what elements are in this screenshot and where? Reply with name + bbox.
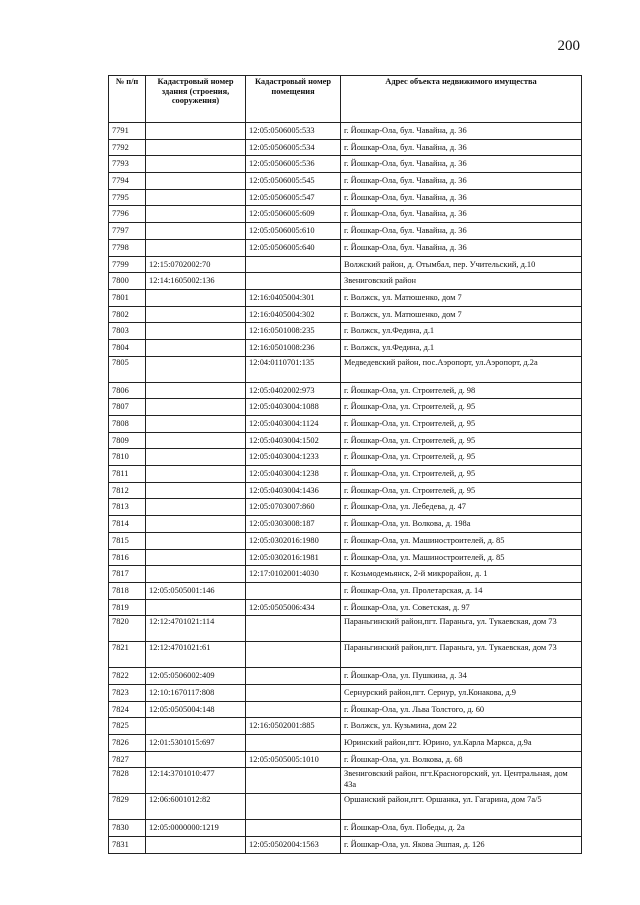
- row-number-cell: 7831: [109, 837, 146, 854]
- building-cadastral-cell: [146, 751, 246, 768]
- table-body: [109, 123, 582, 854]
- building-cadastral-cell: 12:10:1670117:808: [146, 684, 246, 701]
- table-row: [109, 466, 582, 483]
- address-cell: г. Йошкар-Ола, ул. Лебедева, д. 47: [341, 499, 582, 516]
- table-row: [109, 718, 582, 735]
- address-cell: г. Йошкар-Ола, ул. Машиностроителей, д. 85: [341, 549, 582, 566]
- row-number-cell: 7829: [109, 794, 146, 820]
- row-number-cell: 7796: [109, 206, 146, 223]
- table-row: [109, 482, 582, 499]
- address-cell: г. Йошкар-Ола, бул. Чавайна, д. 36: [341, 206, 582, 223]
- row-number-cell: 7818: [109, 582, 146, 599]
- building-cadastral-cell: [146, 339, 246, 356]
- address-cell: г. Йошкар-Ола, ул. Волкова, д. 68: [341, 751, 582, 768]
- address-cell: г. Йошкар-Ола, ул. Волкова, д. 198а: [341, 516, 582, 533]
- row-number-cell: 7823: [109, 684, 146, 701]
- row-number-cell: 7827: [109, 751, 146, 768]
- address-cell: г. Волжск, ул. Кузьмина, дом 22: [341, 718, 582, 735]
- address-cell: г. Йошкар-Ола, ул. Строителей, д. 95: [341, 399, 582, 416]
- address-cell: г. Йошкар-Ола, ул. Якова Эшпая, д. 126: [341, 837, 582, 854]
- row-number-cell: 7809: [109, 432, 146, 449]
- table-row: [109, 156, 582, 173]
- table-row: [109, 751, 582, 768]
- table-row: [109, 668, 582, 685]
- building-cadastral-cell: 12:05:0506002:409: [146, 668, 246, 685]
- premises-cadastral-cell: 12:05:0303008:187: [246, 516, 341, 533]
- row-number-cell: 7821: [109, 642, 146, 668]
- address-cell: г. Йошкар-Ола, бул. Чавайна, д. 36: [341, 156, 582, 173]
- table-row: [109, 223, 582, 240]
- row-number-cell: 7820: [109, 616, 146, 642]
- table-row: [109, 256, 582, 273]
- row-number-cell: 7814: [109, 516, 146, 533]
- row-number-cell: 7815: [109, 532, 146, 549]
- address-cell: г. Йошкар-Ола, бул. Чавайна, д. 36: [341, 123, 582, 140]
- building-cadastral-cell: [146, 482, 246, 499]
- premises-cadastral-cell: [246, 701, 341, 718]
- table-row: [109, 139, 582, 156]
- premises-cadastral-cell: [246, 684, 341, 701]
- building-cadastral-cell: 12:12:4701021:61: [146, 642, 246, 668]
- address-cell: Волжский район, д. Отымбал, пер. Учительский, д.10: [341, 256, 582, 273]
- table-row: [109, 532, 582, 549]
- premises-cadastral-cell: 12:16:0501008:235: [246, 323, 341, 340]
- row-number-cell: 7808: [109, 416, 146, 433]
- row-number-cell: 7817: [109, 566, 146, 583]
- row-number-cell: 7824: [109, 701, 146, 718]
- table-row: [109, 289, 582, 306]
- table-row: [109, 735, 582, 752]
- building-cadastral-cell: [146, 466, 246, 483]
- header-premises-cadastral-number: Кадастровый номер помещения: [246, 76, 341, 123]
- row-number-cell: 7816: [109, 549, 146, 566]
- address-cell: г. Йошкар-Ола, ул. Пролетарская, д. 14: [341, 582, 582, 599]
- building-cadastral-cell: 12:15:0702002:70: [146, 256, 246, 273]
- row-number-cell: 7807: [109, 399, 146, 416]
- premises-cadastral-cell: 12:05:0403004:1436: [246, 482, 341, 499]
- table-row: [109, 123, 582, 140]
- table-row: [109, 339, 582, 356]
- table-row: [109, 416, 582, 433]
- building-cadastral-cell: [146, 189, 246, 206]
- row-number-cell: 7791: [109, 123, 146, 140]
- table-row: [109, 768, 582, 794]
- row-number-cell: 7802: [109, 306, 146, 323]
- row-number-cell: 7811: [109, 466, 146, 483]
- premises-cadastral-cell: [246, 668, 341, 685]
- premises-cadastral-cell: 12:05:0403004:1124: [246, 416, 341, 433]
- table-row: [109, 306, 582, 323]
- table-row: [109, 599, 582, 616]
- row-number-cell: 7810: [109, 449, 146, 466]
- table-row: [109, 616, 582, 642]
- premises-cadastral-cell: [246, 642, 341, 668]
- row-number-cell: 7793: [109, 156, 146, 173]
- premises-cadastral-cell: 12:05:0506005:533: [246, 123, 341, 140]
- row-number-cell: 7799: [109, 256, 146, 273]
- table-row: [109, 173, 582, 190]
- row-number-cell: 7830: [109, 820, 146, 837]
- property-registry-table: [108, 75, 582, 854]
- table-row: [109, 432, 582, 449]
- table-row: [109, 642, 582, 668]
- address-cell: г. Йошкар-Ола, бул. Чавайна, д. 36: [341, 173, 582, 190]
- table-row: [109, 549, 582, 566]
- building-cadastral-cell: [146, 306, 246, 323]
- building-cadastral-cell: [146, 499, 246, 516]
- building-cadastral-cell: [146, 289, 246, 306]
- building-cadastral-cell: [146, 449, 246, 466]
- building-cadastral-cell: 12:14:1605002:136: [146, 273, 246, 290]
- building-cadastral-cell: [146, 206, 246, 223]
- address-cell: г. Йошкар-Ола, ул. Советская, д. 97: [341, 599, 582, 616]
- table-row: [109, 837, 582, 854]
- table-row: [109, 273, 582, 290]
- premises-cadastral-cell: 12:05:0506005:536: [246, 156, 341, 173]
- row-number-cell: 7828: [109, 768, 146, 794]
- row-number-cell: 7819: [109, 599, 146, 616]
- address-cell: г. Волжск, ул. Матюшенко, дом 7: [341, 289, 582, 306]
- table-row: [109, 794, 582, 820]
- table-row: [109, 684, 582, 701]
- premises-cadastral-cell: 12:05:0506005:545: [246, 173, 341, 190]
- address-cell: Параньгинский район,пгт. Параньга, ул. Тукаевская, дом 73: [341, 642, 582, 668]
- address-cell: г. Йошкар-Ола, бул. Победы, д. 2а: [341, 820, 582, 837]
- table-row: [109, 239, 582, 256]
- premises-cadastral-cell: [246, 582, 341, 599]
- premises-cadastral-cell: 12:17:0102001:4030: [246, 566, 341, 583]
- premises-cadastral-cell: 12:04:0110701:135: [246, 356, 341, 382]
- premises-cadastral-cell: 12:05:0505006:434: [246, 599, 341, 616]
- address-cell: Звениговский район: [341, 273, 582, 290]
- premises-cadastral-cell: 12:16:0405004:301: [246, 289, 341, 306]
- table-header-row: [109, 76, 582, 123]
- premises-cadastral-cell: 12:05:0505005:1010: [246, 751, 341, 768]
- address-cell: Параньгинский район,пгт. Параньга, ул. Тукаевская, дом 73: [341, 616, 582, 642]
- building-cadastral-cell: 12:12:4701021:114: [146, 616, 246, 642]
- building-cadastral-cell: [146, 173, 246, 190]
- table-row: [109, 582, 582, 599]
- building-cadastral-cell: [146, 156, 246, 173]
- header-row-number: № п/п: [109, 76, 146, 123]
- building-cadastral-cell: 12:05:0505004:148: [146, 701, 246, 718]
- premises-cadastral-cell: 12:05:0506005:547: [246, 189, 341, 206]
- address-cell: г. Йошкар-Ола, бул. Чавайна, д. 36: [341, 223, 582, 240]
- row-number-cell: 7826: [109, 735, 146, 752]
- table-row: [109, 206, 582, 223]
- premises-cadastral-cell: 12:05:0506005:640: [246, 239, 341, 256]
- address-cell: г. Йошкар-Ола, бул. Чавайна, д. 36: [341, 239, 582, 256]
- premises-cadastral-cell: 12:05:0403004:1502: [246, 432, 341, 449]
- address-cell: г. Козьмодемьянск, 2-й микрорайон, д. 1: [341, 566, 582, 583]
- header-property-address: Адрес объекта недвижимого имущества: [341, 76, 582, 123]
- building-cadastral-cell: [146, 516, 246, 533]
- building-cadastral-cell: [146, 416, 246, 433]
- building-cadastral-cell: [146, 323, 246, 340]
- premises-cadastral-cell: 12:16:0502001:885: [246, 718, 341, 735]
- building-cadastral-cell: 12:01:5301015:697: [146, 735, 246, 752]
- table-row: [109, 820, 582, 837]
- premises-cadastral-cell: [246, 820, 341, 837]
- row-number-cell: 7825: [109, 718, 146, 735]
- building-cadastral-cell: 12:05:0505001:146: [146, 582, 246, 599]
- row-number-cell: 7813: [109, 499, 146, 516]
- row-number-cell: 7804: [109, 339, 146, 356]
- premises-cadastral-cell: [246, 794, 341, 820]
- premises-cadastral-cell: 12:05:0302016:1980: [246, 532, 341, 549]
- address-cell: г. Йошкар-Ола, ул. Льва Толстого, д. 60: [341, 701, 582, 718]
- address-cell: г. Волжск, ул. Матюшенко, дом 7: [341, 306, 582, 323]
- table-row: [109, 566, 582, 583]
- premises-cadastral-cell: 12:05:0403004:1088: [246, 399, 341, 416]
- building-cadastral-cell: 12:06:6001012:82: [146, 794, 246, 820]
- address-cell: г. Йошкар-Ола, бул. Чавайна, д. 36: [341, 189, 582, 206]
- premises-cadastral-cell: 12:05:0403004:1233: [246, 449, 341, 466]
- building-cadastral-cell: [146, 399, 246, 416]
- building-cadastral-cell: 12:05:0000000:1219: [146, 820, 246, 837]
- row-number-cell: 7801: [109, 289, 146, 306]
- address-cell: г. Йошкар-Ола, ул. Пушкина, д. 34: [341, 668, 582, 685]
- building-cadastral-cell: [146, 382, 246, 399]
- building-cadastral-cell: [146, 123, 246, 140]
- premises-cadastral-cell: 12:05:0502004:1563: [246, 837, 341, 854]
- building-cadastral-cell: [146, 837, 246, 854]
- building-cadastral-cell: [146, 139, 246, 156]
- premises-cadastral-cell: 12:05:0506005:609: [246, 206, 341, 223]
- table-row: [109, 189, 582, 206]
- building-cadastral-cell: [146, 532, 246, 549]
- building-cadastral-cell: 12:14:3701010:477: [146, 768, 246, 794]
- address-cell: г. Йошкар-Ола, ул. Машиностроителей, д. 85: [341, 532, 582, 549]
- address-cell: г. Йошкар-Ола, ул. Строителей, д. 95: [341, 466, 582, 483]
- premises-cadastral-cell: 12:05:0506005:534: [246, 139, 341, 156]
- premises-cadastral-cell: [246, 768, 341, 794]
- row-number-cell: 7805: [109, 356, 146, 382]
- address-cell: Медведевский район, пос.Аэропорт, ул.Аэропорт, д.2а: [341, 356, 582, 382]
- table-row: [109, 356, 582, 382]
- premises-cadastral-cell: 12:05:0403004:1238: [246, 466, 341, 483]
- premises-cadastral-cell: 12:05:0402002:973: [246, 382, 341, 399]
- address-cell: г. Йошкар-Ола, ул. Строителей, д. 95: [341, 449, 582, 466]
- address-cell: Сернурский район,пгт. Сернур, ул.Конакова, д.9: [341, 684, 582, 701]
- building-cadastral-cell: [146, 432, 246, 449]
- building-cadastral-cell: [146, 566, 246, 583]
- table-row: [109, 399, 582, 416]
- address-cell: Звениговский район, пгт.Красногорский, ул. Центральная, дом 43а: [341, 768, 582, 794]
- address-cell: Юринский район,пгт. Юрино, ул.Карла Маркса, д.9а: [341, 735, 582, 752]
- premises-cadastral-cell: [246, 616, 341, 642]
- address-cell: г. Йошкар-Ола, бул. Чавайна, д. 36: [341, 139, 582, 156]
- address-cell: г. Волжск, ул.Федина, д.1: [341, 339, 582, 356]
- row-number-cell: 7798: [109, 239, 146, 256]
- address-cell: г. Йошкар-Ола, ул. Строителей, д. 95: [341, 416, 582, 433]
- table-row: [109, 449, 582, 466]
- row-number-cell: 7803: [109, 323, 146, 340]
- row-number-cell: 7792: [109, 139, 146, 156]
- page-number: 200: [557, 38, 580, 54]
- row-number-cell: 7822: [109, 668, 146, 685]
- address-cell: г. Йошкар-Ола, ул. Строителей, д. 95: [341, 432, 582, 449]
- building-cadastral-cell: [146, 223, 246, 240]
- address-cell: Оршанский район,пгт. Оршанка, ул. Гагарина, дом 7а/5: [341, 794, 582, 820]
- premises-cadastral-cell: 12:05:0506005:610: [246, 223, 341, 240]
- table-row: [109, 382, 582, 399]
- building-cadastral-cell: [146, 599, 246, 616]
- row-number-cell: 7795: [109, 189, 146, 206]
- premises-cadastral-cell: 12:16:0501008:236: [246, 339, 341, 356]
- premises-cadastral-cell: [246, 273, 341, 290]
- premises-cadastral-cell: 12:16:0405004:302: [246, 306, 341, 323]
- premises-cadastral-cell: [246, 256, 341, 273]
- premises-cadastral-cell: 12:05:0302016:1981: [246, 549, 341, 566]
- address-cell: г. Йошкар-Ола, ул. Строителей, д. 95: [341, 482, 582, 499]
- premises-cadastral-cell: 12:05:0703007:860: [246, 499, 341, 516]
- building-cadastral-cell: [146, 356, 246, 382]
- address-cell: г. Волжск, ул.Федина, д.1: [341, 323, 582, 340]
- table-row: [109, 701, 582, 718]
- row-number-cell: 7806: [109, 382, 146, 399]
- row-number-cell: 7812: [109, 482, 146, 499]
- header-building-cadastral-number: Кадастровый номер здания (строения, сооружения): [146, 76, 246, 123]
- row-number-cell: 7794: [109, 173, 146, 190]
- premises-cadastral-cell: [246, 735, 341, 752]
- building-cadastral-cell: [146, 718, 246, 735]
- table-row: [109, 323, 582, 340]
- table-row: [109, 499, 582, 516]
- row-number-cell: 7797: [109, 223, 146, 240]
- address-cell: г. Йошкар-Ола, ул. Строителей, д. 98: [341, 382, 582, 399]
- row-number-cell: 7800: [109, 273, 146, 290]
- building-cadastral-cell: [146, 239, 246, 256]
- building-cadastral-cell: [146, 549, 246, 566]
- table-row: [109, 516, 582, 533]
